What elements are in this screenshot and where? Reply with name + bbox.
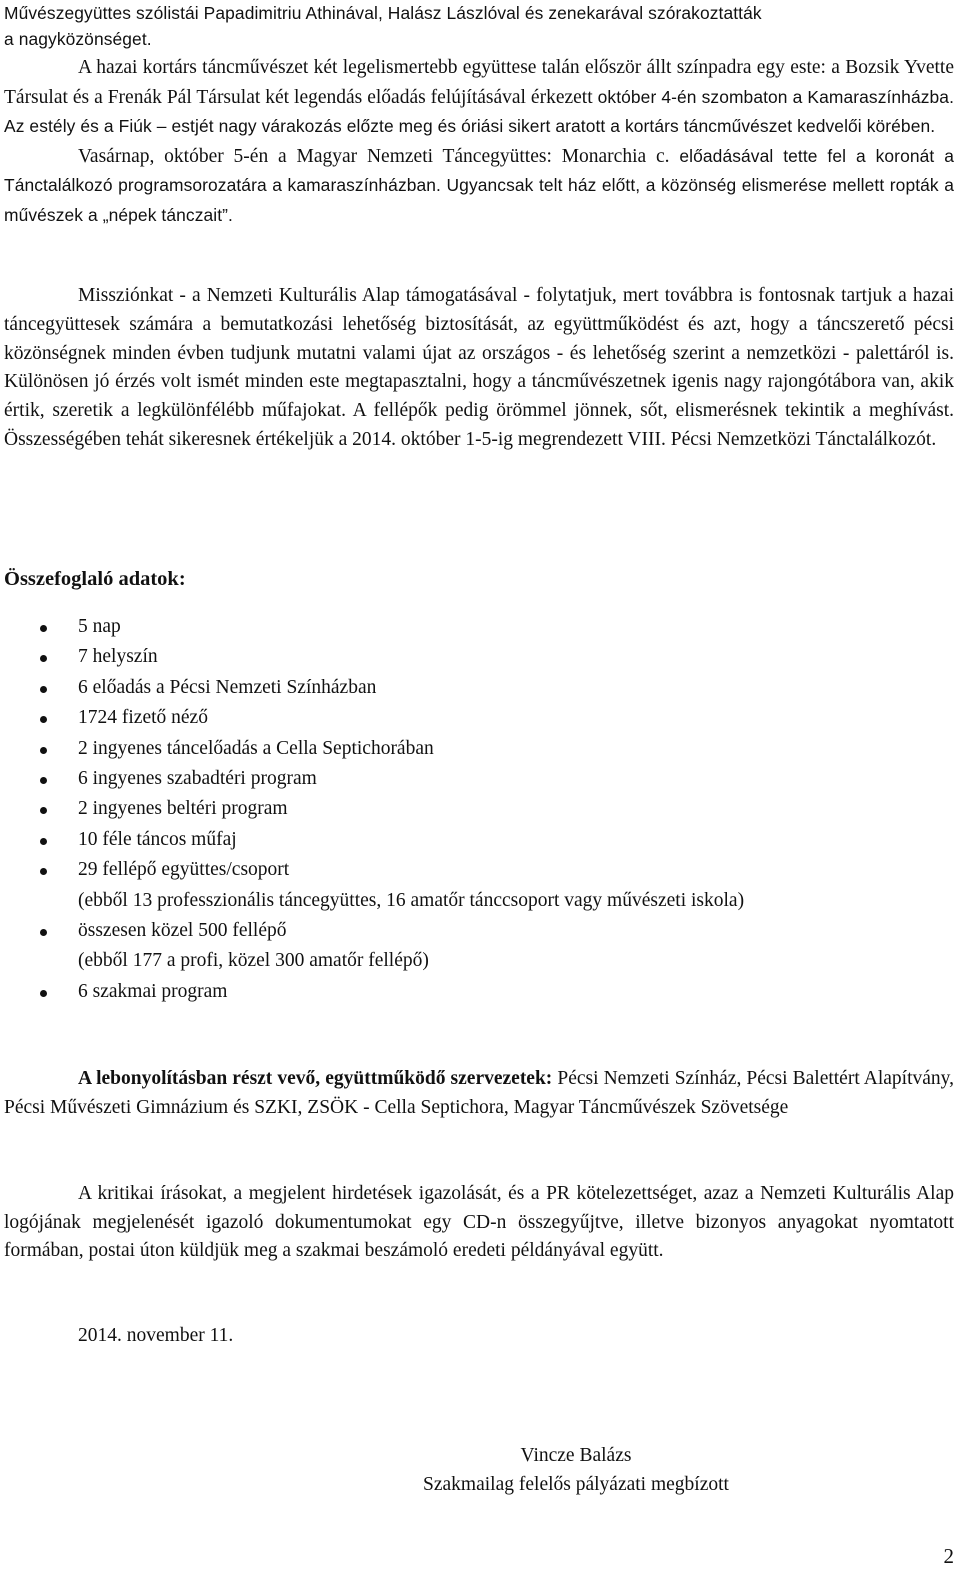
list-item-text: 5 nap xyxy=(78,616,121,637)
list-item xyxy=(4,916,954,977)
signature-role: Szakmailag felelős pályázati megbízott xyxy=(423,1474,729,1495)
intro-block xyxy=(4,0,954,231)
paragraph-companies-arial-2: Az estély és a Fiúk – estjét nagy várakozás előzte xyxy=(4,116,394,137)
summary-heading: Összefoglaló adatok: xyxy=(4,568,186,590)
bullet-icon xyxy=(40,655,47,662)
intro-line-2: a nagyközönséget. xyxy=(4,29,152,49)
list-item-text: 2 ingyenes táncelőadás a Cella Septichorában xyxy=(78,737,434,759)
signature-name: Vincze Balázs xyxy=(520,1445,632,1466)
list-item xyxy=(4,977,954,1007)
bullet-icon xyxy=(40,868,47,875)
bullet-icon xyxy=(40,838,47,845)
mission-text-4: Összességében tehát sikeresnek értékeljük a 2014. október 1-5-ig megrendezett VIII. Pécsi Nemzetközi Tánctalálkozót. xyxy=(4,428,937,450)
summary-list xyxy=(4,612,954,1007)
bullet-icon xyxy=(40,747,47,754)
critique-paragraph xyxy=(4,1180,954,1266)
mission-text-2: Különösen jó érzés volt ismét minden este megtapasztalni, hogy a táncművészetnek igenis nagy rajongótábora van, akik értik, szeretik a legkülönfélébb műfajokat. xyxy=(4,371,954,422)
signature-block xyxy=(376,1441,776,1499)
intro-paragraph xyxy=(4,0,954,52)
paragraph-companies-arial-3: meg és óriási sikert aratott a kortárs táncművészet kedvelői körében. xyxy=(398,116,936,137)
paragraph-sunday-arial-2: Ugyancsak telt ház előtt, a közönség elismerése mellett ropták a művészek a „népek tánczait”. xyxy=(4,175,954,225)
bullet-icon xyxy=(40,990,47,997)
list-item xyxy=(4,642,954,672)
list-item xyxy=(4,673,954,703)
mission-block xyxy=(4,282,954,455)
critique-text: A kritikai írásokat, a megjelent hirdetések igazolását, és a PR kötelezettséget, azaz a Nemzeti Kulturális Alap logójának megjelenését igazoló dokumentumokat egy CD-n összegyűjtve, illetve bizonyos anyagokat nyomtatott formában, postai úton küldjük meg a szakmai beszámoló eredeti példányával együtt. xyxy=(4,1183,954,1262)
paragraph-sunday-text: Vasárnap, október 5-én a Magyar Nemzeti Táncegyüttes: Monarchia c. xyxy=(78,145,670,167)
list-item-text: 6 szakmai program xyxy=(78,980,228,1002)
list-item xyxy=(4,855,954,916)
paragraph-companies-arial-1: október 4-én szombaton a Kamaraszínházba. xyxy=(597,86,955,107)
page-number: 2 xyxy=(943,1544,954,1568)
list-item-subtext: (ebből 13 professzionális táncegyüttes, 16 amatőr tánccsoport vagy művészeti iskola) xyxy=(78,889,745,911)
list-item-text: 1724 fizető néző xyxy=(78,707,208,729)
list-item-text: 10 féle táncos műfaj xyxy=(78,828,237,850)
intro-line-1: Művészegyüttes szólistái Papadimitriu Athinával, Halász Lászlóval és zenekarával szórakoztatták xyxy=(4,3,762,23)
list-item xyxy=(4,794,954,824)
list-item-text: összesen közel 500 fellépő xyxy=(78,920,287,942)
list-item xyxy=(4,703,954,733)
mission-text-3: A fellépők pedig örömmel jönnek, sőt, elismerésnek tekintik a meghívást. xyxy=(345,400,954,422)
mission-text-1: Missziónkat - a Nemzeti Kulturális Alap támogatásával - folytatjuk, mert továbbra is fontosnak tartjuk a hazai táncegyüttesek számára a bemutatkozási lehetőség biztosítását, az együttműködést és azt, hogy a táncszerető pécsi közönségnek minden évben tudjunk mutatni valami újat az országos - és lehetőség szerint a nemzetközi - palettáról is. xyxy=(4,285,954,364)
organizers-text: Pécsi Nemzeti Színház, Pécsi Balettért Alapítvány, Pécsi Művészeti Gimnázium és SZKI, ZSÖK - Cella Septichora, Magyar Táncművészek Szövetsége xyxy=(4,1068,954,1118)
list-item-text: 6 ingyenes szabadtéri program xyxy=(78,768,317,790)
paragraph-sunday xyxy=(4,142,954,231)
list-item-text: 6 előadás a Pécsi Nemzeti Színházban xyxy=(78,676,377,698)
bullet-icon xyxy=(40,777,47,784)
paragraph-dance-companies xyxy=(4,54,954,142)
paragraph-mission xyxy=(4,282,954,455)
list-item-subtext: (ebből 177 a profi, közel 300 amatőr fellépő) xyxy=(78,950,429,972)
bullet-icon xyxy=(40,686,47,693)
document-date: 2014. november 11. xyxy=(78,1325,234,1346)
paragraph-sunday-arial: előadásával tette fel a koronát a Tánctalálkozó programsorozatára a kamaraszínházban. xyxy=(4,145,954,196)
list-item xyxy=(4,764,954,794)
list-item-text: 29 fellépő együttes/csoport xyxy=(78,859,290,881)
paragraph-companies-text: A hazai kortárs táncművészet két legelismertebb együttese talán először állt színpadra egy este: a Bozsik Yvette Társulat és a Frenák Pál Társulat két legendás előadás felújításával érkezett xyxy=(4,57,954,108)
bullet-icon xyxy=(40,625,47,632)
bullet-icon xyxy=(40,929,47,936)
list-item xyxy=(4,734,954,764)
bullet-icon xyxy=(40,716,47,723)
bullet-icon xyxy=(40,807,47,814)
list-item-text: 7 helyszín xyxy=(78,646,158,668)
list-item-text: 2 ingyenes beltéri program xyxy=(78,798,288,820)
list-item xyxy=(4,825,954,855)
organizers-paragraph xyxy=(4,1065,954,1122)
list-item xyxy=(4,612,954,642)
organizers-label: A lebonyolításban részt vevő, együttműködő szervezetek: xyxy=(78,1068,553,1089)
